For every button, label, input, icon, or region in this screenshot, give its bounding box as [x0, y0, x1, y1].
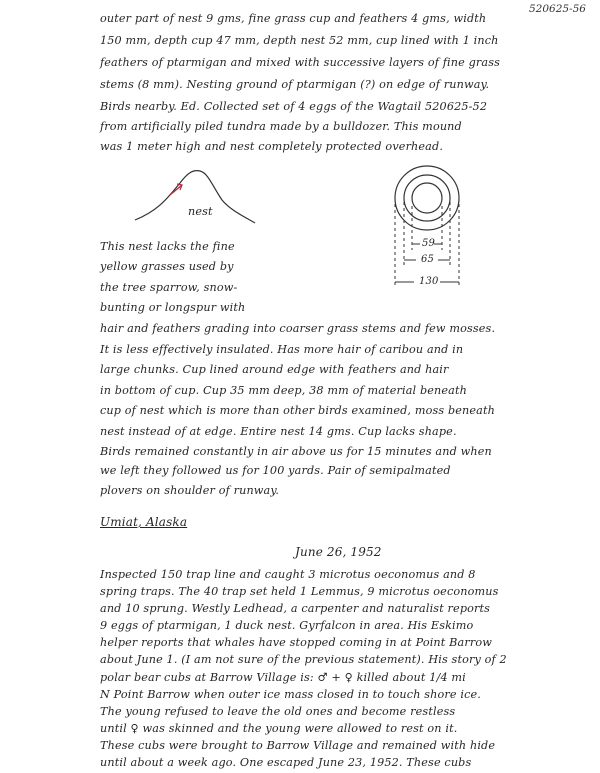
location-heading: Umiat, Alaska	[100, 515, 188, 529]
text-line: Inspected 150 trap line and caught 3 microtus oeconomus and 8	[100, 568, 476, 581]
text-line: Birds nearby. Ed. Collected set of 4 eggs of the Wagtail 520625-52	[100, 100, 488, 113]
text-line: Birds remained constantly in air above us for 15 minutes and when	[100, 445, 492, 458]
text-line: bunting or longspur with	[100, 301, 246, 314]
text-line: cup of nest which is more than other birds examined, moss beneath	[100, 404, 496, 417]
text-line: yellow grasses used by	[100, 260, 234, 273]
text-line: nest instead of at edge. Entire nest 14 gms. Cup lacks shape.	[100, 425, 457, 438]
text-line: It is less effectively insulated. Has more hair of caribou and in	[100, 343, 464, 356]
text-line: feathers of ptarmigan and mixed with successive layers of fine grass	[100, 56, 501, 69]
nest-label: nest	[188, 205, 213, 218]
text-line: hair and feathers grading into coarser grass stems and few mosses.	[100, 322, 496, 335]
text-line: outer part of nest 9 gms, fine grass cup and feathers 4 gms, width	[100, 12, 487, 25]
text-line: large chunks. Cup lined around edge with feathers and hair	[100, 363, 449, 376]
text-line: about June 1. (I am not sure of the previous statement). His story of 2	[100, 653, 507, 666]
text-line: until about a week ago. One escaped June 23, 1952. These cubs	[100, 756, 472, 769]
text-line: until ♀ was skinned and the young were allowed to rest on it.	[100, 722, 458, 735]
text-line: The young refused to leave the old ones and become restless	[100, 705, 456, 718]
outer-diameter-label: 130	[419, 276, 439, 287]
text-line: in bottom of cup. Cup 35 mm deep, 38 mm of material beneath	[100, 384, 467, 397]
text-line: was 1 meter high and nest completely protected overhead.	[100, 140, 444, 153]
middle-diameter-label: 65	[421, 254, 435, 265]
text-line: and 10 sprung. Westly Ledhead, a carpenter and naturalist reports	[100, 602, 491, 615]
text-line: helper reports that whales have stopped coming in at Point Barrow	[100, 636, 492, 649]
text-line: spring traps. The 40 trap set held 1 Lemmus, 9 microtus oeconomus	[100, 585, 499, 598]
text-line: from artificially piled tundra made by a bulldozer. This mound	[100, 120, 462, 133]
text-line: plovers on shoulder of runway.	[100, 484, 280, 497]
page-id: 520625-56	[529, 3, 586, 15]
text-line: polar bear cubs at Barrow Village is: ♂ + ♀ killed about 1/4 mi	[100, 671, 466, 684]
text-line: 9 eggs of ptarmigan, 1 duck nest. Gyrfalcon in area. His Eskimo	[100, 619, 474, 632]
inner-diameter-label: 59	[422, 238, 436, 249]
text-line: stems (8 mm). Nesting ground of ptarmigan (?) on edge of runway.	[100, 78, 490, 91]
text-line: This nest lacks the fine	[100, 240, 235, 253]
text-line: 150 mm, depth cup 47 mm, depth nest 52 mm, cup lined with 1 inch	[100, 34, 499, 47]
mound-sketch	[130, 165, 270, 235]
entry-date: June 26, 1952	[295, 545, 382, 559]
text-line: the tree sparrow, snow-	[100, 281, 238, 294]
text-line: we left they followed us for 100 yards. Pair of semipalmated	[100, 464, 451, 477]
text-line: These cubs were brought to Barrow Village and remained with hide	[100, 739, 496, 752]
text-line: N Point Barrow when outer ice mass closed in to touch shore ice.	[100, 688, 481, 701]
